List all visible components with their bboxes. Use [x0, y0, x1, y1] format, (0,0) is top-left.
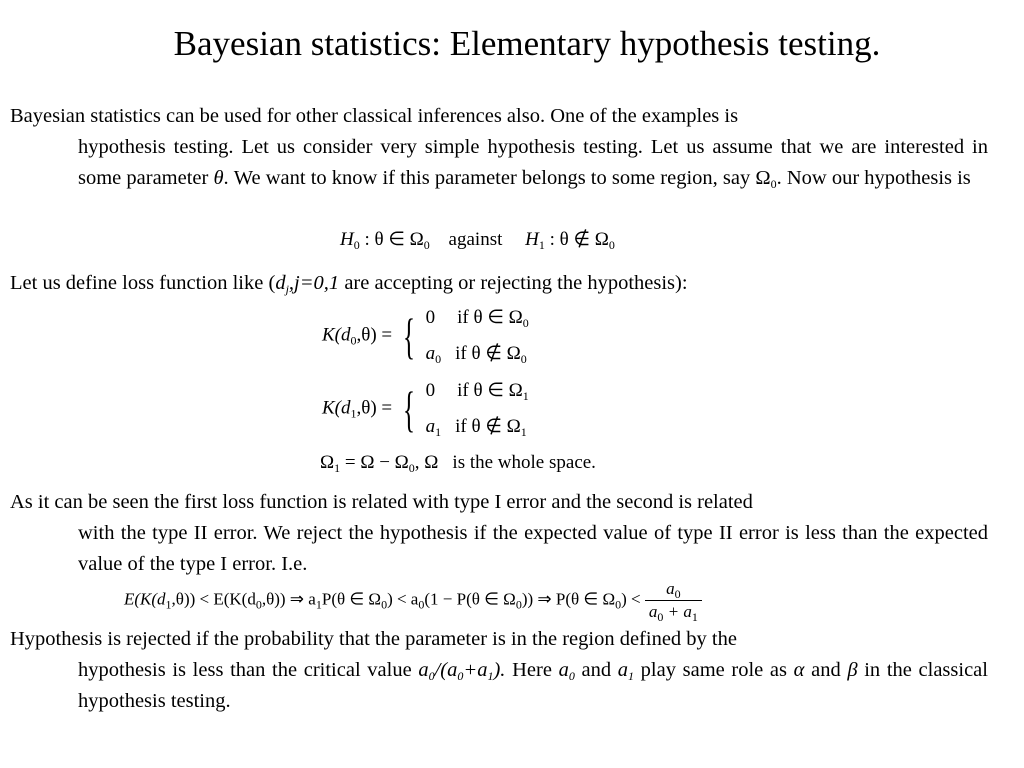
paragraph-intro	[10, 101, 988, 194]
slide-title: Bayesian statistics: Elementary hypothesis testing.	[173, 24, 881, 63]
paragraph-loss-def: Let us define loss function like ($d_j,j=0,1$ are accepting or rejecting the hypothesis):	[10, 272, 688, 296]
paragraph-intro-line1: Bayesian statistics can be used for other classical inferences also. One of the examples is	[10, 105, 739, 127]
loss-function-d1: $K(d_1,\theta)$ = { 0 if θ ∈ $\Omega_1$ $a_1$ if θ ∉ $\Omega_1$	[322, 380, 529, 439]
paragraph-intro-rest: hypothesis testing. Let us consider very simple hypothesis testing. Let us assume that we are interested in some parameter θ. We want to know if this parameter belongs to some region, say $\Omega_0$. Now our hypothesis is	[78, 136, 988, 191]
paragraph-loss-types: As it can be seen the first loss function is related with type I error and the second is related with the type II error. We reject the hypothesis if the expected value of type II error is less than the expected value of the type I error. I.e.	[10, 491, 988, 575]
omega-definition: $\Omega_1 = \Omega - \Omega_0$, Ω is the whole space.	[320, 452, 596, 475]
critical-value-fraction: $\frac{a_0}{a_0 + a_1}$	[645, 578, 702, 623]
expected-loss-inequality: $E(K(d_1,\theta)) < E(K(d_0,\theta))$ ⇒ $a_1P(\theta$ ∈ $\Omega_0) < a_0(1 - P(\theta$ ∈ $\Omega_0$)) ⇒ P(θ ∈ $\Omega_0$) < $\frac{a_0}{a_0 + a_1}$	[124, 578, 702, 623]
paragraph-conclusion: Hypothesis is rejected if the probability that the parameter is in the region defined by the hypothesis is less than the critical value $a_0/(a_0+a_1)$. Here $a_0$ and $a_1$ play same role as α and β in the classical hypothesis testing.	[10, 628, 988, 712]
hypothesis-formula: $H_0$ : θ ∈ $\Omega_0$ against $H_1$ : θ ∉ $\Omega_0$	[340, 229, 615, 252]
loss-function-d0: $K(d_0,\theta)$ = { 0 if θ ∈ $\Omega_0$ $a_0$ if θ ∉ $\Omega_0$	[322, 307, 529, 366]
